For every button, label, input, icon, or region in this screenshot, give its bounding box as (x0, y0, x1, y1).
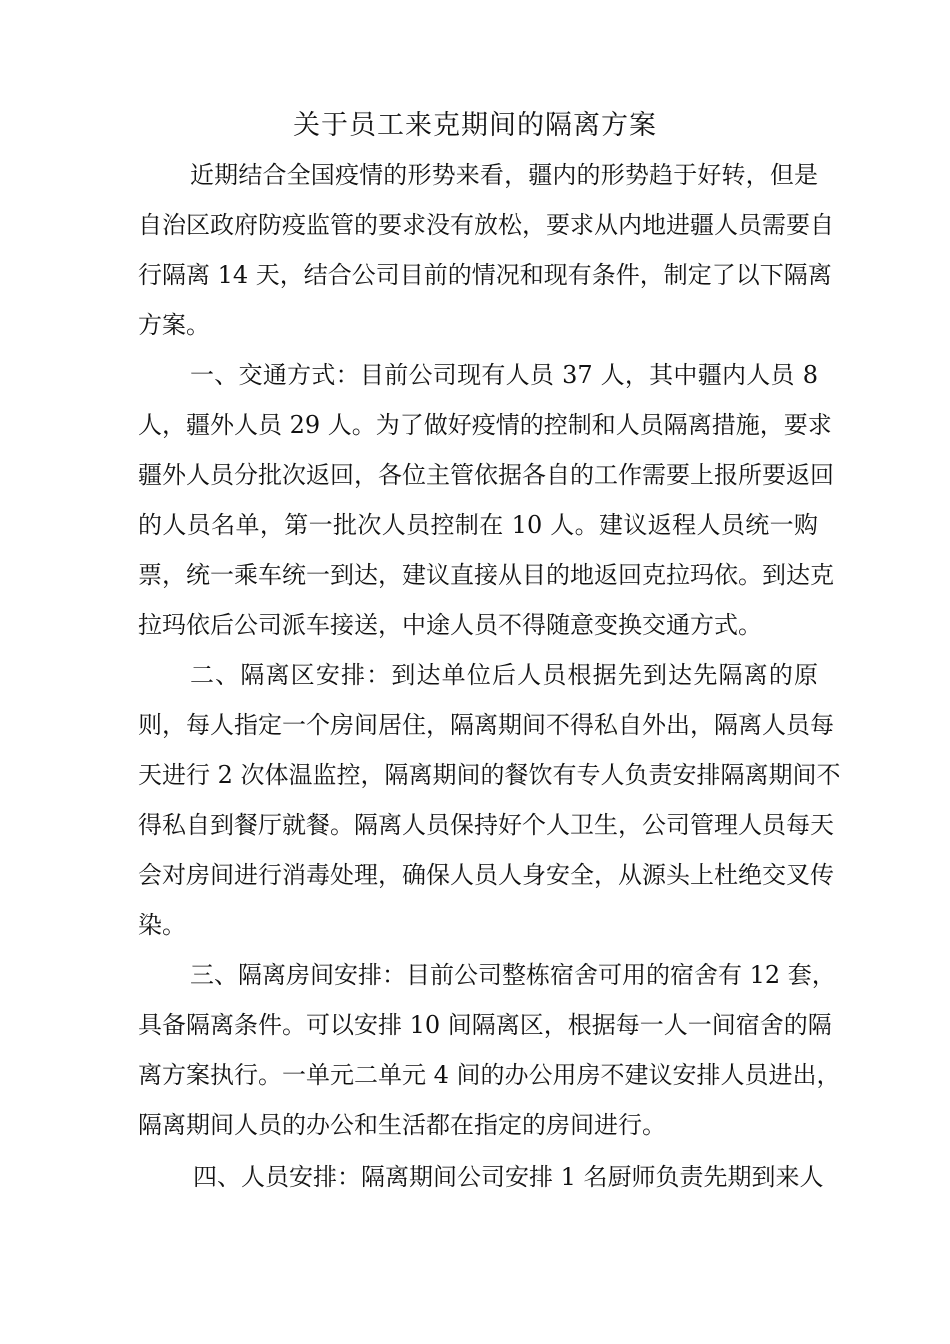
paragraph-line: 近期结合全国疫情的形势来看，疆内的形势趋于好转，但是 (190, 161, 818, 189)
paragraph-line: 得私自到餐厅就餐。隔离人员保持好个人卫生，公司管理人员每天 (138, 811, 834, 839)
paragraph-line: 一、交通方式：目前公司现有人员 37 人，其中疆内人员 8 (190, 361, 818, 389)
paragraph-line: 离方案执行。一单元二单元 4 间的办公用房不建议安排人员进出， (138, 1061, 841, 1089)
paragraph-line: 的人员名单，第一批次人员控制在 10 人。建议返程人员统一购 (138, 511, 818, 539)
paragraph-line: 具备隔离条件。可以安排 10 间隔离区，根据每一人一间宿舍的隔 (138, 1011, 832, 1039)
paragraph-line: 人，疆外人员 29 人。为了做好疫情的控制和人员隔离措施，要求 (138, 411, 832, 439)
paragraph-line: 二、隔离区安排：到达单位后人员根据先到达先隔离的原 (190, 661, 818, 689)
paragraph-line: 则，每人指定一个房间居住，隔离期间不得私自外出，隔离人员每 (138, 711, 834, 739)
document-title: 关于员工来克期间的隔离方案 (293, 110, 657, 141)
paragraph-line: 拉玛依后公司派车接送，中途人员不得随意变换交通方式。 (138, 611, 762, 639)
paragraph-line: 隔离期间人员的办公和生活都在指定的房间进行。 (138, 1111, 666, 1139)
paragraph-line: 染。 (138, 911, 186, 939)
paragraph-line: 四、人员安排：隔离期间公司安排 1 名厨师负责先期到来人 (193, 1163, 824, 1191)
paragraph-line: 票，统一乘车统一到达，建议直接从目的地返回克拉玛依。到达克 (138, 561, 834, 589)
paragraph-line: 自治区政府防疫监管的要求没有放松，要求从内地进疆人员需要自 (138, 211, 834, 239)
paragraph-line: 方案。 (138, 311, 210, 339)
paragraph-line: 三、隔离房间安排：目前公司整栋宿舍可用的宿舍有 12 套， (190, 961, 836, 989)
paragraph-line: 行隔离 14 天，结合公司目前的情况和现有条件，制定了以下隔离 (138, 261, 832, 289)
paragraph-line: 疆外人员分批次返回，各位主管依据各自的工作需要上报所要返回 (138, 461, 834, 489)
paragraph-line: 会对房间进行消毒处理，确保人员人身安全，从源头上杜绝交叉传 (138, 861, 834, 889)
paragraph-line: 天进行 2 次体温监控，隔离期间的餐饮有专人负责安排隔离期间不 (138, 761, 841, 789)
